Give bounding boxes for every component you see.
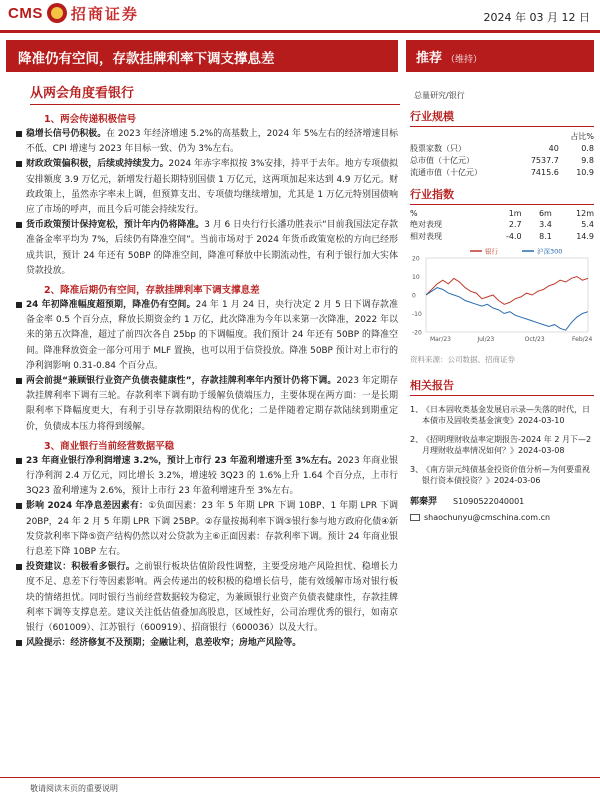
x-tick-label: Mar/23 [430,336,451,343]
index-chart-svg [410,244,594,348]
related-list [410,404,594,486]
subtitle-divider [30,104,400,105]
section-head-3: 3、商业银行当前经营数据平稳 [44,440,175,452]
rating-bar [406,40,594,72]
mail-icon [410,514,420,521]
report-date: 2024 年 03 月 12 日 [483,11,590,24]
y-tick-label: -10 [412,311,422,318]
paragraph: 两会前提“兼顾银行业资产负债表健康性”，存款挂牌利率年内预计仍将下调。2023 年定期存款挂牌利率下调有三轮。存款利率下调有助于缓解负债端压力，主要体现在两方面：一是长期限利率下降幅度更大，有利于引导存款期限结构的优化；二是伴随着定期存款陆续到期重定价，负债成本压力将得到缓解。 [16,374,398,435]
list-item[interactable]: 1、 《日本固收类基金发展启示录—失落的时代，日本债市及固收类基金演变》2024-03-10 [410,405,590,425]
footer-note: 敬请阅读末页的重要说明 [30,784,118,793]
table-row: 绝对表现 2.7 3.4 5.4 [410,219,594,229]
industry-scale-head: 行业规模 [410,108,594,127]
table-row: 流通市值（十亿元） 7415.6 10.9 [410,167,594,177]
footer-divider [0,777,600,778]
plot-area [426,258,588,332]
section-head-1: 1、两会传递积极信号 [44,114,137,125]
table-row: 相对表现 -4.0 8.1 14.9 [410,231,594,241]
paragraph: 24 年初降准幅度超预期，降准仍有空间。24 年 1 月 24 日，央行决定 2 月 5 日下调存款准备金率 0.5 个百分点，释放长期资金约 1 万亿，此次降准为今年以来第一次降准，2022 年以来的第五次降准，超过了前四次各自 25bp 的下调幅度。我们预计 24 年还有 50BP 的降准空间。降准释放资金一部分可用于 MLF 置换，也可以用于信贷投放。降准 50BP 预计对上市行的净利润影响 0.31-0.84 个百分点。 [16,298,398,374]
paragraph: 财政政策偏积极，后续或持续发力。2024 年赤字率拟按 3%安排，持平于去年。地方专项债拟安排额度 3.9 万亿元，新增发行超长期特别国债 1 万亿元，这两项加起来达到 4.9 万亿元。财政政策上，虽然赤字率未上调，但预算支出、专项债均继续增加，尤其是 1 万亿元特别国债响应了市场的呼声，而且今后可能会持续发行。 [16,157,398,218]
main-content [16,108,398,652]
brand-mark-icon [47,3,67,23]
x-tick-label: Jul/23 [477,336,495,343]
paragraph: 稳增长信号仍积极。在 2023 年经济增速 5.2%的高基数上，2024 年 5%左右的经济增速目标不低、CPI 增速与 2023 年目标一致、仍为 3%左右。 [16,127,398,157]
series-line-0 [426,277,588,305]
industry-index-head: 行业指数 [410,186,594,205]
table-row: 股票家数（只） 40 0.8 [410,143,594,153]
section-head-2: 2、降准后期仍有空间，存款挂牌利率下调支撑息差 [44,285,260,297]
index-chart [410,244,594,352]
brand-logo [8,0,139,26]
analyst-category: 总量研究/银行 [414,91,465,100]
table-header-row: % 1m 6m 12m [410,208,594,218]
legend-label: 银行 [485,247,498,256]
industry-index-table [410,208,594,242]
rating-label: 推荐 [416,51,443,66]
x-tick-label: Feb/24 [572,336,593,343]
series-line-1 [426,288,588,331]
paragraph: 货币政策预计保持宽松，预计年内仍将降准。3 月 6 日央行行长潘功胜表示“目前我国法定存款准备金率平均为 7%，后续仍有降准空间”。当前市场对于 2024 年货币政策宽松的方向已经形成共识，预计 24 年还有 50BP 的降准空间，降准可释放中长期流动性，有利于银行加大实体贷款投放。 [16,218,398,279]
paragraph: 23 年商业银行净利润增速 3.2%，预计上市行 23 年盈利增速升至 3%左右。2023 年商业银行净利润 2.4 万亿元，同比增长 3.2%，增速较 3Q23 的 1.6%上升 1.64 个百分点，上市行 3Q23 盈利增速为 2.6%，预计上市行 23 年盈利增速升至 3%左右。 [16,454,398,500]
x-tick-label: Oct/23 [524,336,545,343]
report-title: 降准仍有空间，存款挂牌利率下调支撑息差 [6,40,398,72]
list-item[interactable]: 3、 《南方崇元纯债基金投资价值分析—为何要重视银行资本债投资？》2024-03-06 [410,465,590,485]
scale-col-header: 占比% [570,131,594,141]
legend-label: 沪深300 [537,247,563,256]
sidebar [410,108,594,522]
rating-note: （维持） [446,55,483,65]
y-tick-label: 0 [412,292,416,300]
analyst-cert: S1090522040001 [453,497,525,506]
chart-source: 资料来源：公司数据、招商证券 [410,355,515,364]
industry-scale-table [410,130,594,178]
analyst-email[interactable]: shaochunyu@cmschina.com.cn [424,513,551,522]
paragraph: 投资建议：积极看多银行。之前银行板块估值阶段性调整，主要受房地产风险担忧、稳增长力度不足、息差下行等因素影响。两会传递出的较积极的稳增长信号，能有效缓解市场对银行板块的情绪担忧。同时银行当前经营数据较为稳定，为兼顾银行业资产负债表健康性，存款挂牌利率下调等支撑息差。建议关注低估值叠加高股息，区域性好，公司治理优秀的银行，如南京银行（601009）、江苏银行（600919）、招商银行（600036）以及大行。 [16,560,398,636]
analyst-block [410,494,594,522]
report-subtitle: 从两会角度看银行 [30,86,135,101]
brand-cn: 招商证券 [70,4,139,23]
paragraph: 影响 2024 年净息差因素有：①负面因素：23 年 5 年期 LPR 下调 10BP、1 年期 LPR 下调 20BP，24 年 2 月 5 年期 LPR 下调 25BP。②存量按揭利率下调③银行参与地方政府化债④新发贷款利率下降⑤资产结构仍然以对公贷款为主⑥正面因素：存款利率下调。预计 24 年商业银行息差下降 10BP 左右。 [16,499,398,560]
table-row: 总市值（十亿元） 7537.7 9.8 [410,155,594,165]
list-item[interactable]: 2、 《招明理财收益率定期报告-2024 年 2 月下—2 月理财收益率情况如何？》2024-03-08 [410,435,592,455]
analyst-name: 郭秦羿 [410,497,438,507]
related-head: 相关报告 [410,377,594,396]
y-tick-label: 10 [412,274,420,281]
header-divider [0,30,600,33]
y-tick-label: 20 [412,255,420,263]
y-tick-label: -20 [412,329,422,337]
brand-en: CMS [8,4,43,22]
paragraph: 风险提示：经济修复不及预期；金融让利，息差收窄；房地产风险等。 [16,636,398,651]
